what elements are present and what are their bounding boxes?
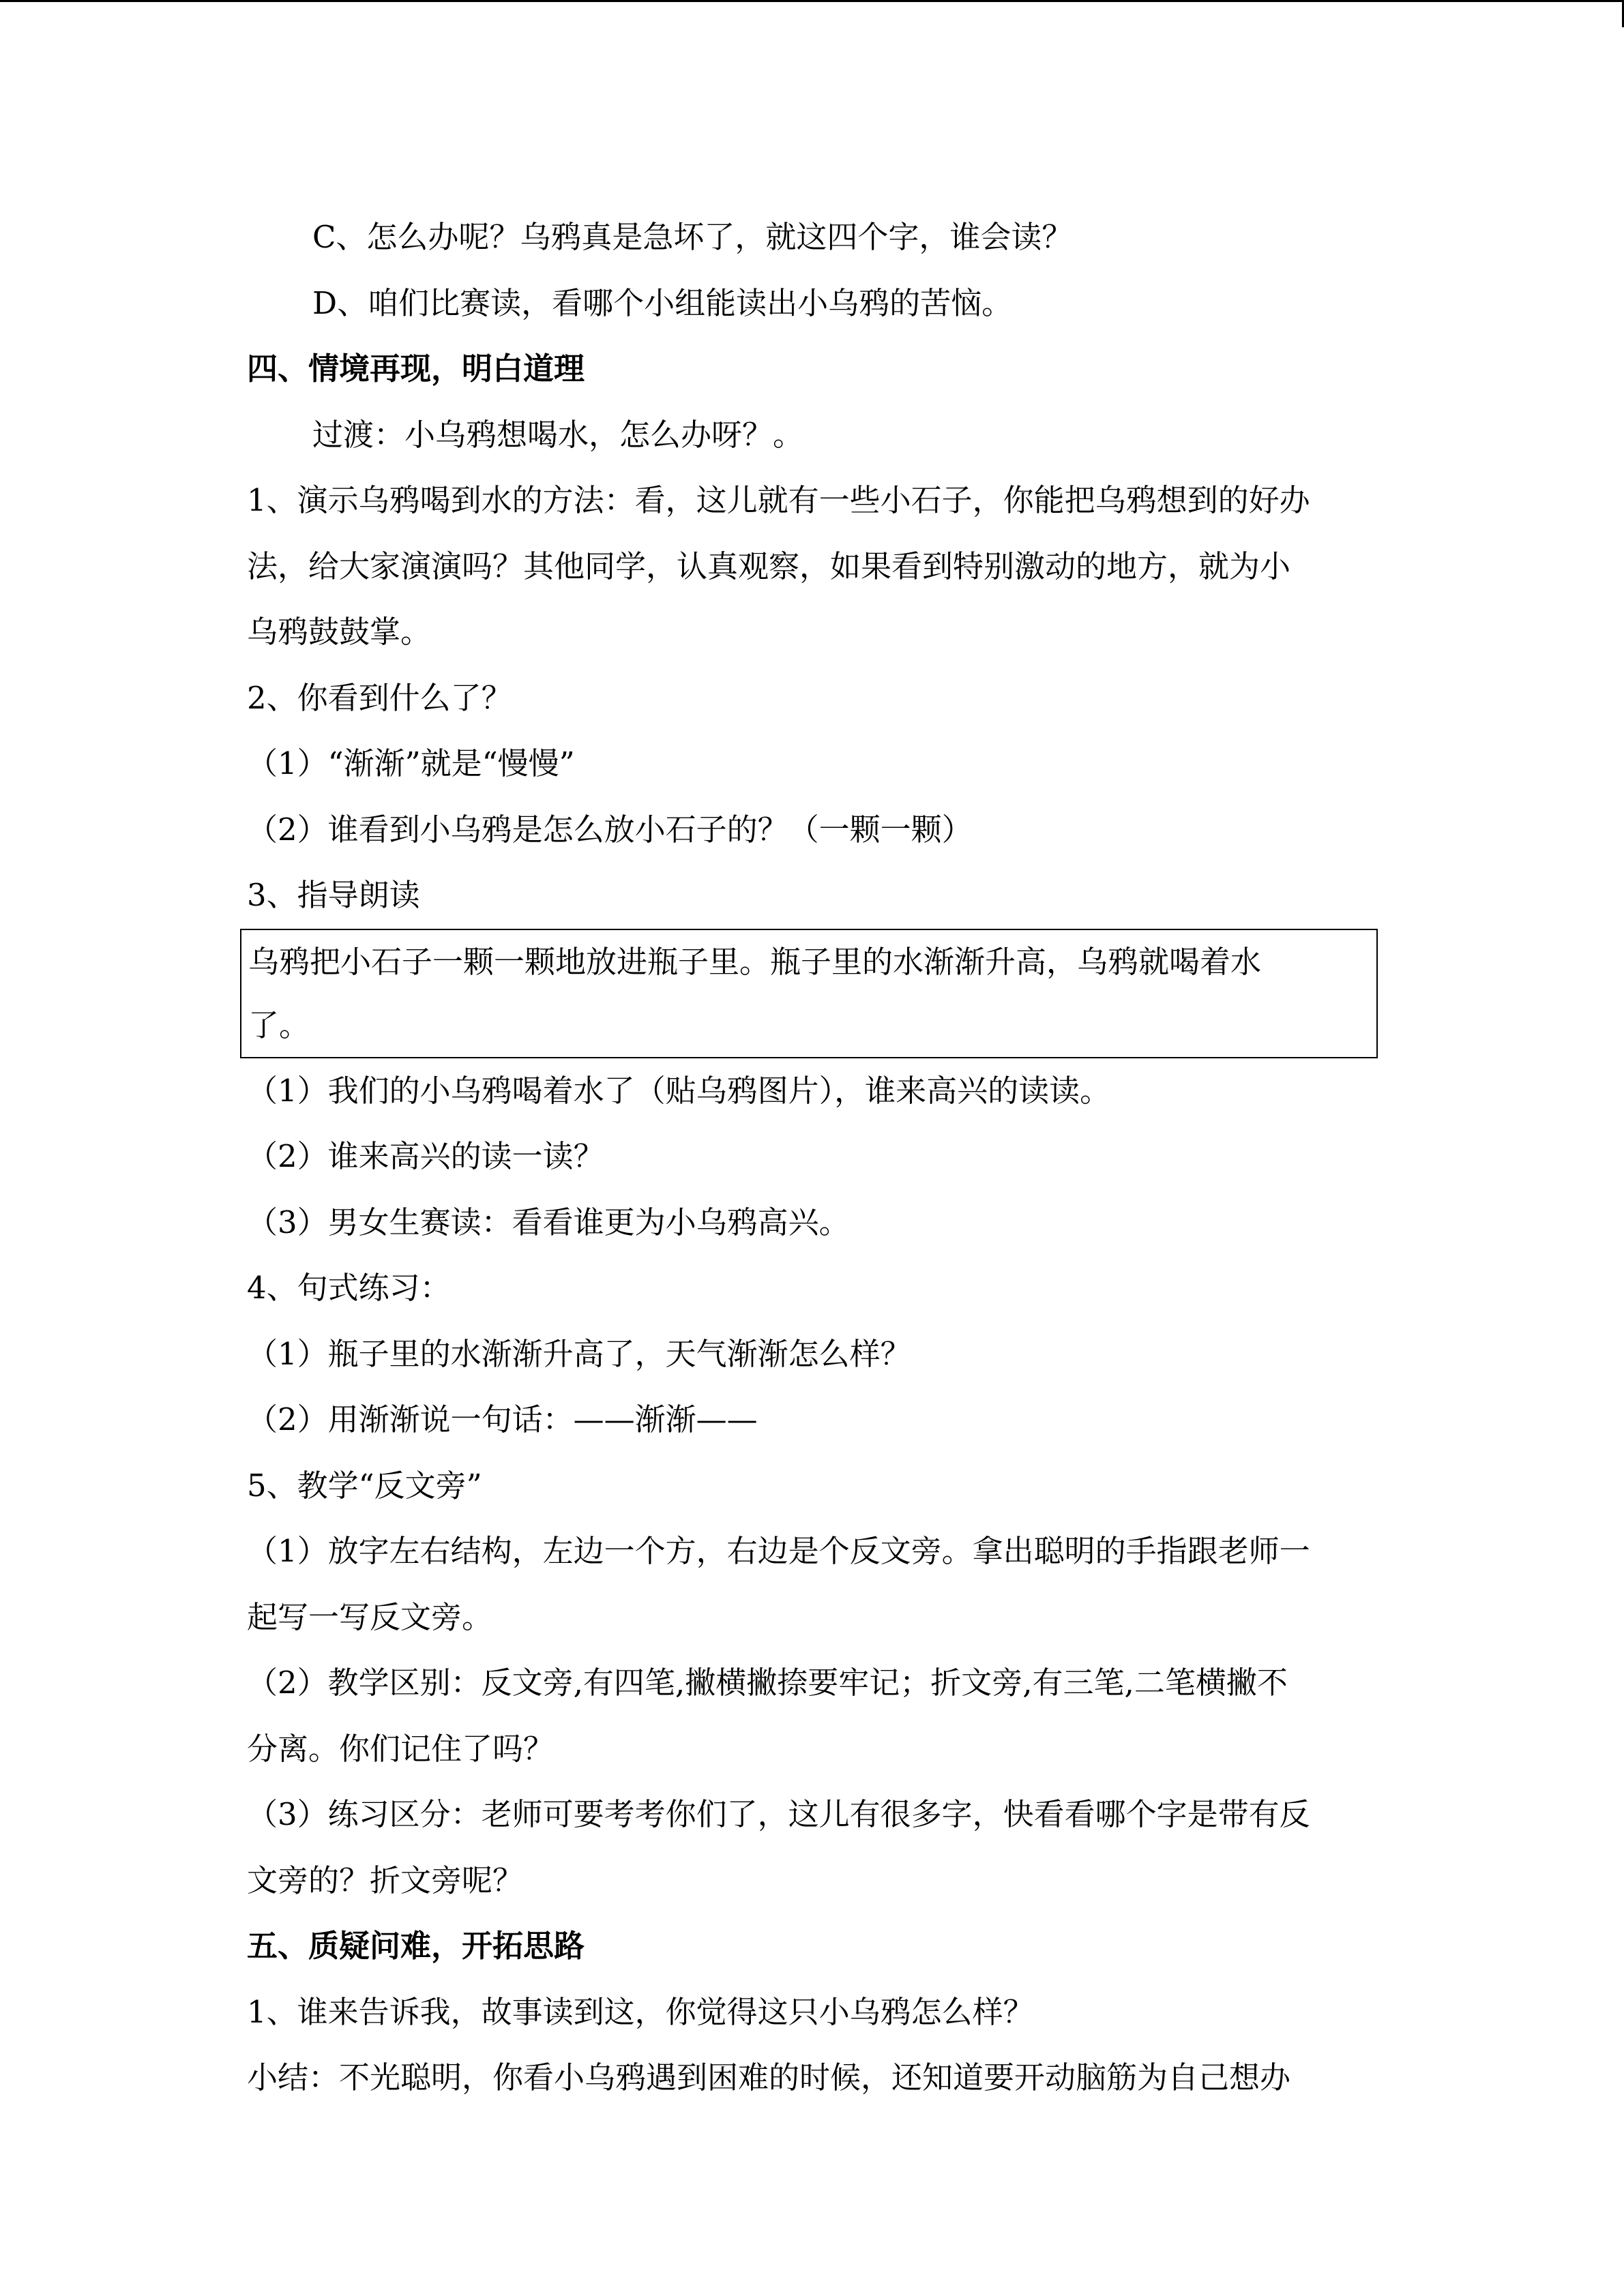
step-4-item-2: （2）用渐渐说一句话：——渐渐——: [247, 1401, 758, 1437]
step-1-line-1: 1、演示乌鸦喝到水的方法：看，这儿就有一些小石子，你能把乌鸦想到的好办: [247, 482, 1310, 518]
step-5: 5、教学“反文旁”: [247, 1467, 482, 1504]
step-5-item-3-line-1: （3）练习区分：老师可要考考你们了，这儿有很多字，快看看哪个字是带有反: [247, 1796, 1310, 1832]
step-3-item-1: （1）我们的小乌鸦喝着水了（贴乌鸦图片），谁来高兴的读读。: [247, 1072, 1111, 1109]
step-5-item-2-line-1: （2）教学区别：反文旁,有四笔,撇横撇捺要牢记；折文旁,有三笔,二笔横撇不: [247, 1665, 1288, 1701]
step-4-item-1: （1）瓶子里的水渐渐升高了，天气渐渐怎么样？: [247, 1335, 911, 1372]
reading-text-box: [240, 929, 1378, 1058]
paragraph-d: D、咱们比赛读，看哪个小组能读出小乌鸦的苦恼。: [312, 284, 1013, 321]
section-heading-4: 四、情境再现，明白道理: [247, 351, 585, 387]
section-5-step-1: 1、谁来告诉我，故事读到这，你觉得这只小乌鸦怎么样？: [247, 1993, 1034, 2030]
step-3-item-2: （2）谁来高兴的读一读？: [247, 1138, 604, 1174]
step-2-item-1: （1）“渐渐”就是“慢慢”: [247, 745, 575, 781]
step-1-line-3: 乌鸦鼓鼓掌。: [247, 614, 432, 650]
step-5-item-1-line-1: （1）放字左右结构，左边一个方，右边是个反文旁。拿出聪明的手指跟老师一: [247, 1533, 1310, 1569]
summary-text: 小结：不光聪明，你看小乌鸦遇到困难的时候，还知道要开动脑筋为自己想办: [247, 2059, 1291, 2096]
step-2-item-2: （2）谁看到小乌鸦是怎么放小石子的？（一颗一颗）: [247, 811, 973, 848]
step-3: 3、指导朗读: [247, 877, 420, 913]
paragraph-c: C、怎么办呢？乌鸦真是急坏了，就这四个字，谁会读？: [312, 219, 1073, 255]
reading-text-line-2: 了。: [248, 1007, 310, 1043]
step-4: 4、句式练习：: [247, 1270, 451, 1306]
step-5-item-2-line-2: 分离。你们记住了吗？: [247, 1730, 555, 1767]
step-2: 2、你看到什么了？: [247, 679, 512, 716]
document-page: [247, 205, 1385, 2111]
transition-text: 过渡：小乌鸦想喝水，怎么办呀？。: [312, 416, 804, 453]
step-5-item-1-line-2: 起写一写反文旁。: [247, 1598, 493, 1635]
step-5-item-3-line-2: 文旁的？折文旁呢？: [247, 1862, 524, 1898]
step-3-item-3: （3）男女生赛读：看看谁更为小乌鸦高兴。: [247, 1204, 850, 1240]
section-heading-5: 五、质疑问难，开拓思路: [247, 1928, 585, 1964]
reading-text-line-1: 乌鸦把小石子一颗一颗地放进瓶子里。瓶子里的水渐渐升高，乌鸦就喝着水: [248, 943, 1262, 980]
page-top-border: [0, 0, 1624, 2]
step-1-line-2: 法，给大家演演吗？其他同学，认真观察，如果看到特别激动的地方，就为小: [247, 548, 1291, 584]
